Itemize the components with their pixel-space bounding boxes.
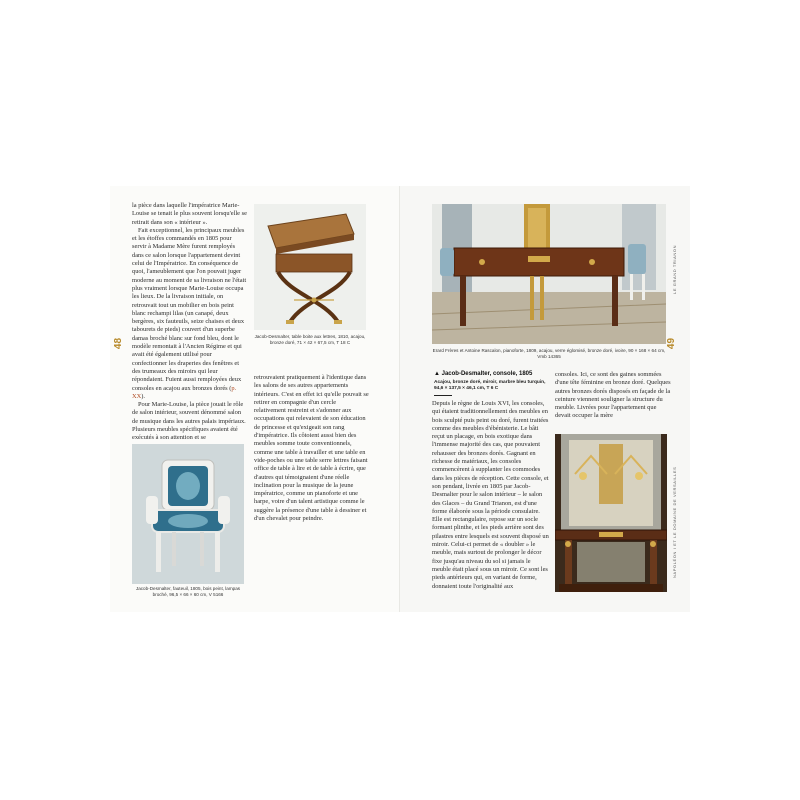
paragraph: Depuis le règne de Louis XVI, les consoles, qui étaient traditionnellement des meubles en bois sculpté puis peint ou doré, furent traitées comme des meubles d'ébénisterie. Le bâti reçut un placage, en bois exotique dans l'immense majorité des cas, que pouvaient rehausser des bronzes dorés. Gagnant en richesse de matériaux, les consoles commencèrent à supplanter les commodes dans les pièces de réception. Cette console, et son pendant, livrée en 1805 par Jacob-Desmalter pour le salon intérieur – le salon des Glaces – du Grand Trianon, est d'une forme élaborée sous la période consulaire. Elle est rectangulaire, repose sur un socle formant plinthe, et les pieds arrière sont des pilastres entre lesquels est souvent disposé un miroir. Celui-ci permet de « doubler » le meuble, mais surtout de prolonger le décor fixe jusqu'au niveau du sol si jamais le meuble était placé sous un miroir. Ce sont les pieds antérieurs qui, en variant de forme, donnaient toute l'originalité aux (432, 400, 549, 590)
caption-writing-table: Jacob-Desmalter, table boite aux lettres, 1810, acajou, bronze doré, 71 × 42 × 67,5 cm, T 18 C (254, 334, 366, 345)
paragraph: consoles. Ici, ce sont des gaines sommées d'une tête féminine en bronze doré. Quelques autres bronzes dorés disposés en façade de la ceinture viennent souligner la structure du meuble. Livrées pour l'appartement que devait occuper la mère (555, 371, 671, 420)
page-reference-link[interactable]: p. XX (132, 384, 237, 400)
triangle-marker-icon: ▲ (434, 371, 440, 377)
paragraph: retrouvaient pratiquement à l'identique dans les salons de ses autres appartements intérieurs. C'est en effet ici qu'elle pouvait se retirer en compagnie d'un cercle relativement restreint et s'adonner aux occupations qui relevaient de son éducation de princesse et qu'exigeait son rang d'impératrice. Ils côtoient aussi bien des meubles somme toute conventionnels, comme une table à travailler et une table en vide-poches ou une table serre lettres faisant office de table à lire et de table à écrire, que d'autres qui témoignaient d'une réelle inclination pour la musique de la jeune impératrice, comme un pianoforte et une harpe, voire d'un talent artistique comme le suggère la présence d'une table à dessiner et d'un chevalet pour peindre. (254, 374, 369, 523)
book-spread (110, 186, 690, 612)
left-text-column-1 (132, 202, 247, 443)
left-page (110, 186, 400, 612)
console-photo (555, 434, 667, 592)
item-heading-text: Jacob-Desmalter, console, 1805 (441, 371, 533, 377)
item-specs: Acajou, bronze doré, miroir, marbre bleu turquin, 94,6 × 137,5 × 46,1 cm, T 6 C (434, 380, 546, 392)
running-head-top: LE GRAND TRIANON (672, 244, 677, 294)
writing-table-photo (254, 204, 366, 330)
right-page (400, 186, 690, 612)
right-text-column-1 (432, 400, 550, 591)
running-head-bottom: NAPOLÉON I ET LE DOMAINE DE VERSAILLES (672, 466, 677, 578)
paragraph: Pour Marie-Louise, la pièce jouait le rôle de salon intérieur, souvent dénommé salon de musique dans les autres palais impériaux. Plusieurs meubles spécifiques avaient été exécutés à son attention et se (132, 401, 246, 442)
right-text-column-2 (555, 371, 673, 421)
heading-rule (434, 395, 452, 396)
caption-armchair: Jacob-Desmalter, fauteuil, 1805, bois peint, lampas broché, 96,5 × 66 × 60 cm, V 5166 (135, 586, 241, 597)
caption-pianoforte: Erard Frères et Antoine Rascalon, pianoforte, 1809, acajou, verre églomisé, bronze doré, ivoire, 90 × 168 × 64 cm, Vmb 14365 (432, 348, 666, 359)
paragraph: Fait exceptionnel, les principaux meubles et les étoffes commandés en 1805 pour servir à Madame Mère furent remployés dans ce salon lorsque l'appartement devint celui de l'Impératrice. En conséquence de quoi, l'ameublement que l'on pouvait juger moderne au moment de sa livraison ne l'était plus vraiment lorsque Marie-Louise occupa les lieux. De la livraison initiale, on retrouvait tout un mobilier en bois peint blanc rechampi lilas (un canapé, deux bergères, six fauteuils, seize chaises et deux tabourets de pieds) couvert d'un superbe damas broché blanc sur fond bleu, dont le modèle remontait à l'Ancien Régime et qui avait été également utilisé pour confectionner les draperies des fenêtres et des trumeaux des miroirs qui leur répondaient. Fuient aussi remployées deux consoles en acajou aux bronzes dorés (p. XX). (132, 226, 247, 400)
paragraph: la pièce dans laquelle l'impératrice Marie-Louise se tenait le plus souvent lorsqu'elle se retirait dans son « intérieur ». (132, 202, 247, 226)
item-heading (434, 371, 554, 377)
page-number-right: 49 (666, 337, 678, 350)
left-text-column-2 (254, 374, 369, 523)
pianoforte-photo (432, 204, 666, 344)
page-number-left: 48 (113, 337, 125, 350)
armchair-photo (132, 444, 244, 584)
